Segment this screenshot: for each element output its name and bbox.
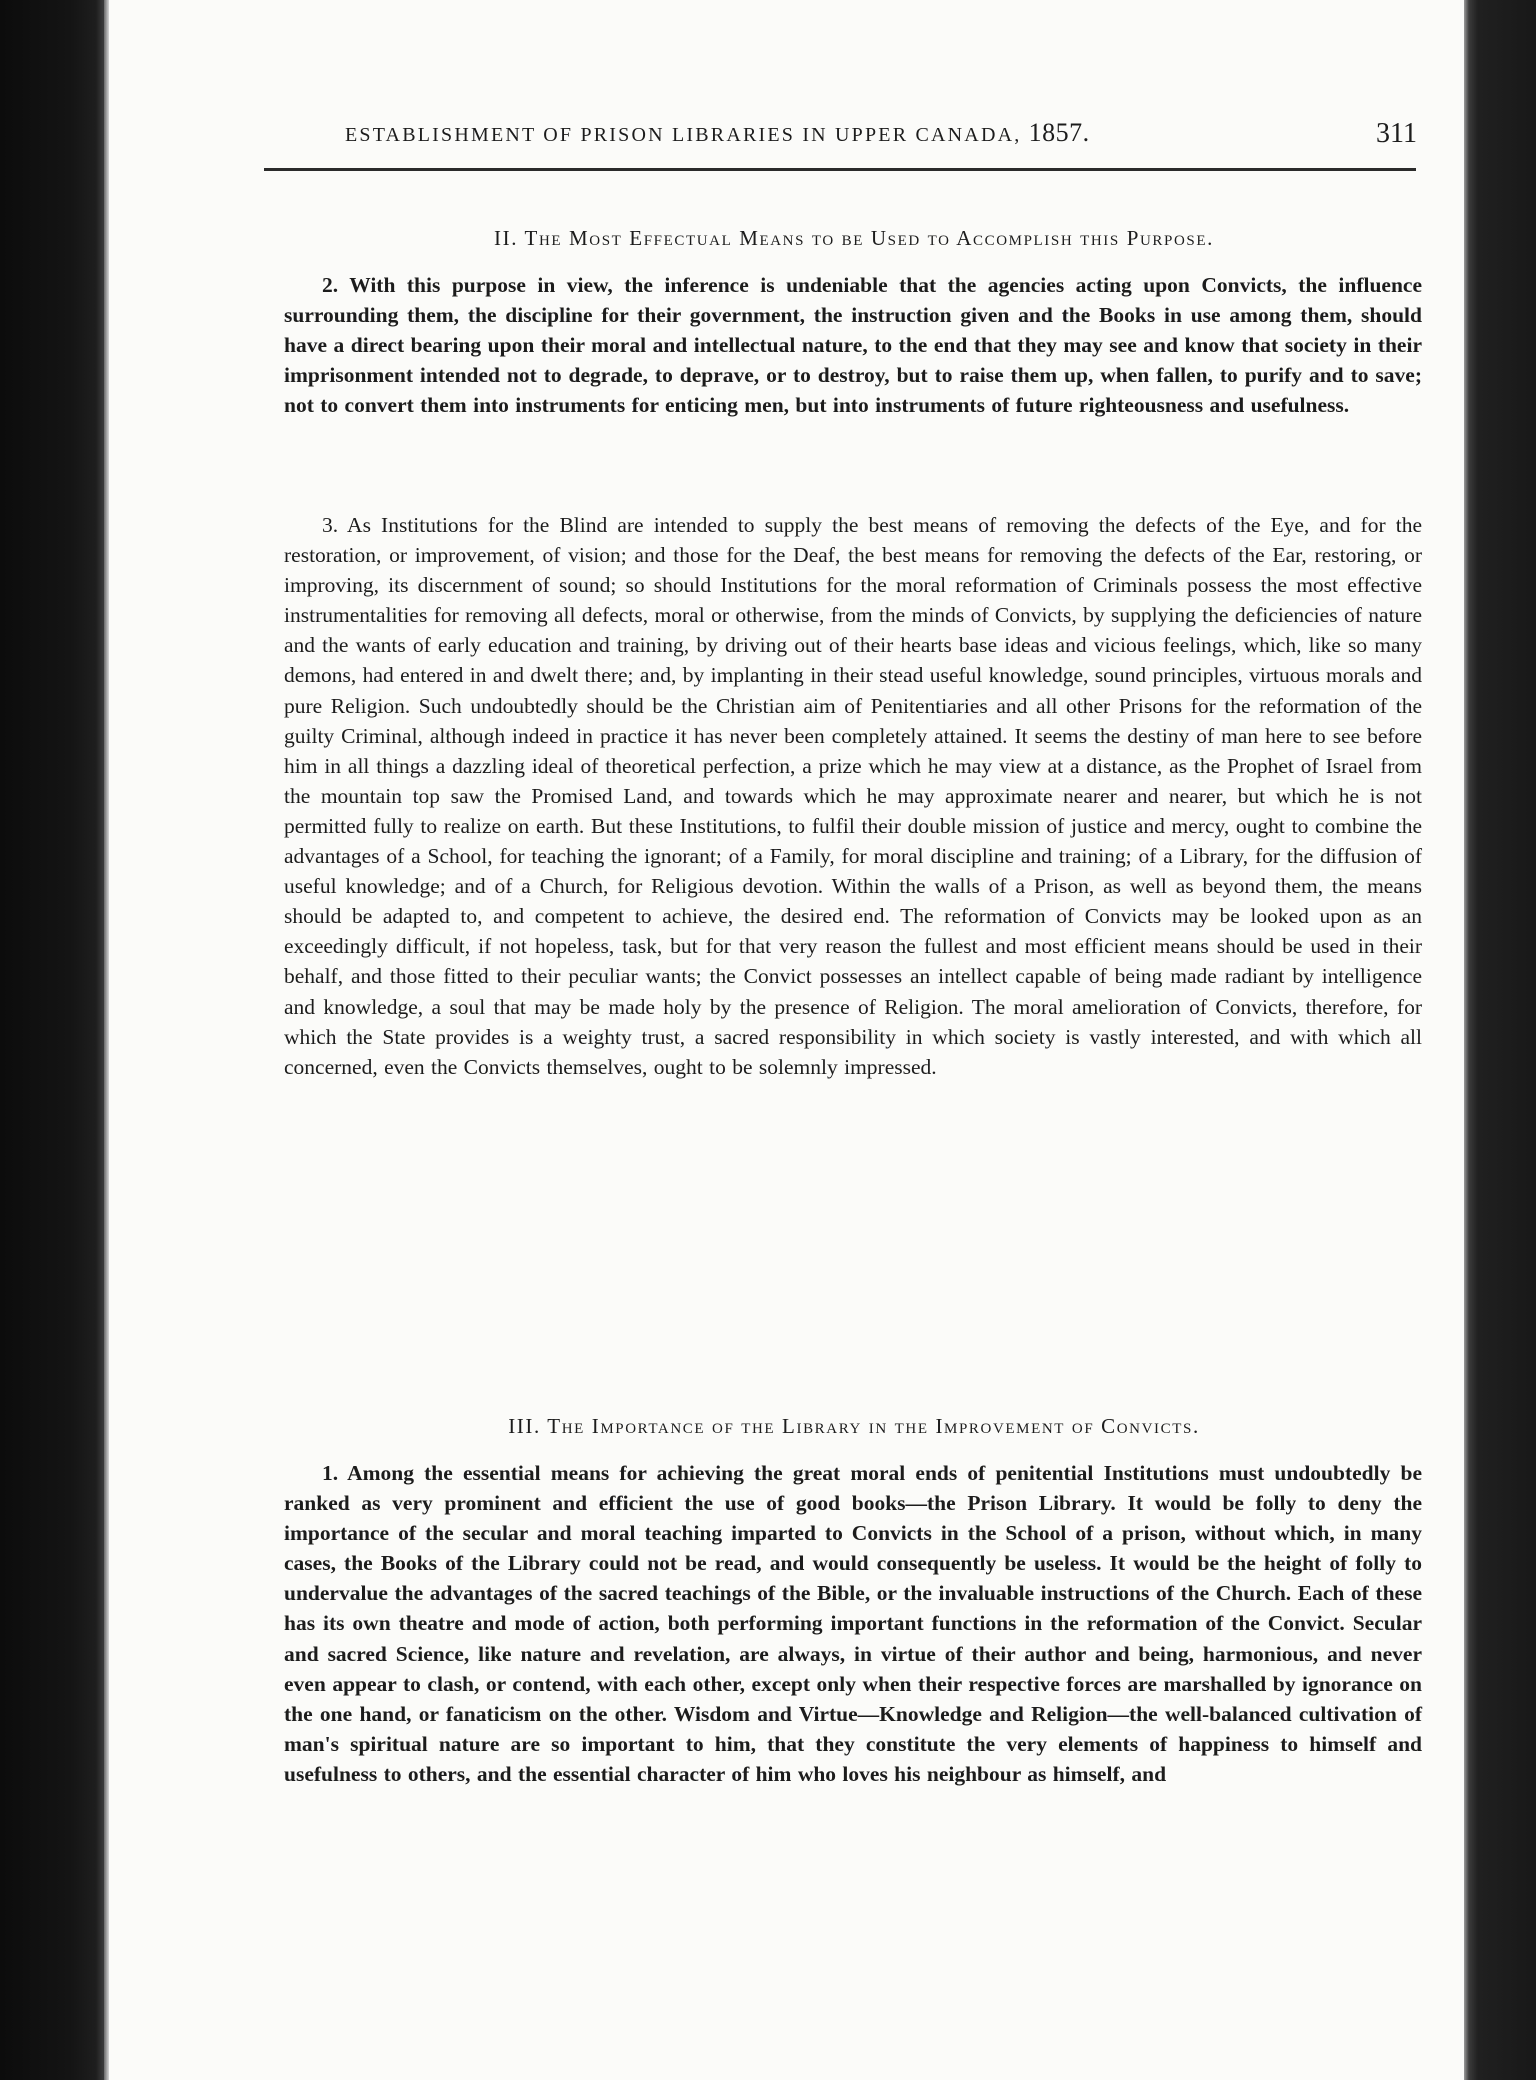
page-header [345,112,1417,152]
paragraph-text: 1. Among the essential means for achieving the great moral ends of penitential Institutions must undoubtedly be ranked as very prominent and efficient the use of good books—the Prison Library. It would be folly to deny the importance of the secular and moral teaching imparted to Convicts in the School of a prison, without which, in many cases, the Books of the Library could not be read, and would consequently be useless. It would be the height of folly to undervalue the advantages of the sacred teachings of the Bible, or the invaluable instructions of the Church. Each of these has its own theatre and mode of action, both performing important functions in the reformation of the Convict. Secular and sacred Science, like nature and revelation, are always, in virtue of their author and being, harmonious, and never even appear to clash, or contend, with each other, except only when their respective forces are marshalled by ignorance on the one hand, or fanaticism on the other. Wisdom and Virtue—Knowledge and Religion—the well-balanced cultivation of man's spiritual nature are so important to him, that they constitute the very elements of happiness to himself and usefulness to others, and the essential character of him who loves his neighbour as himself, and [284,1461,1422,1786]
running-head [345,118,1090,148]
header-rule [264,168,1416,171]
paragraph-text: 3. As Institutions for the Blind are intended to supply the best means of removing the defects of the Eye, and for the restoration, or improvement, of vision; and those for the Deaf, the best means for removing the defects of the Ear, restoring, or improving, its discernment of sound; so should Institutions for the moral reformation of Criminals possess the most effective instrumentalities for removing all defects, moral or otherwise, from the minds of Convicts, by supplying the deficiencies of nature and the wants of early education and training, by driving out of their hearts base ideas and vicious feelings, which, like so many demons, had entered in and dwelt there; and, by implanting in their stead useful knowledge, sound principles, virtuous morals and pure Religion. Such undoubtedly should be the Christian aim of Penitentiaries and all other Prisons for the reformation of the guilty Criminal, although indeed in practice it has never been completely attained. It seems the destiny of man here to see before him in all things a dazzling ideal of theoretical perfection, a prize which he may view at a distance, as the Prophet of Israel from the mountain top saw the Promised Land, and towards which he may approximate nearer and nearer, but which he is not permitted fully to realize on earth. But these Institutions, to fulfil their double mission of justice and mercy, ought to combine the advantages of a School, for teaching the ignorant; of a Family, for moral discipline and training; of a Library, for the diffusion of useful knowledge; and of a Church, for Religious devotion. Within the walls of a Prison, as well as beyond them, the means should be adapted to, and competent to achieve, the desired end. The reformation of Convicts may be looked upon as an exceedingly difficult, if not hopeless, task, but for that very reason the fullest and most efficient means should be used in their behalf, and those fitted to their peculiar wants; the Convict possesses an intellect capable of being made radiant by intelligence and knowledge, a soul that may be made holy by the presence of Religion. The moral amelioration of Convicts, therefore, for which the State provides is a weighty trust, a sacred responsibility in which society is vastly interested, and with which all concerned, even the Convicts themselves, ought to be solemnly impressed. [284,513,1422,1079]
running-head-year: 1857. [1028,118,1090,147]
section-heading-iii: III. The Importance of the Library in the Improvement of Convicts. [508,1414,1200,1438]
scan-right-margin [1464,0,1536,2080]
page-edge [104,0,109,2080]
running-title: ESTABLISHMENT OF PRISON LIBRARIES IN UPPER CANADA, [345,124,1022,146]
page-number: 311 [1376,118,1417,149]
paragraph-text: 2. With this purpose in view, the inference is undeniable that the agencies acting upon Convicts, the influence surrounding them, the discipline for their government, the instruction given and the Books in use among them, should have a direct bearing upon their moral and intellectual nature, to the end that they may see and know that society in their imprisonment intended not to degrade, to deprave, or to destroy, but to raise them up, when fallen, to purify and to save; not to convert them into instruments for enticing men, but into instruments of future righteousness and usefulness. [284,273,1422,418]
paragraph-3 [284,510,1422,1390]
scan-left-margin [0,0,104,2080]
paragraph-2 [284,270,1422,508]
document-page [104,0,1464,2080]
paragraph-1 [284,1458,1422,1998]
section-heading-ii: II. The Most Effectual Means to be Used to Accomplish this Purpose. [494,226,1214,250]
